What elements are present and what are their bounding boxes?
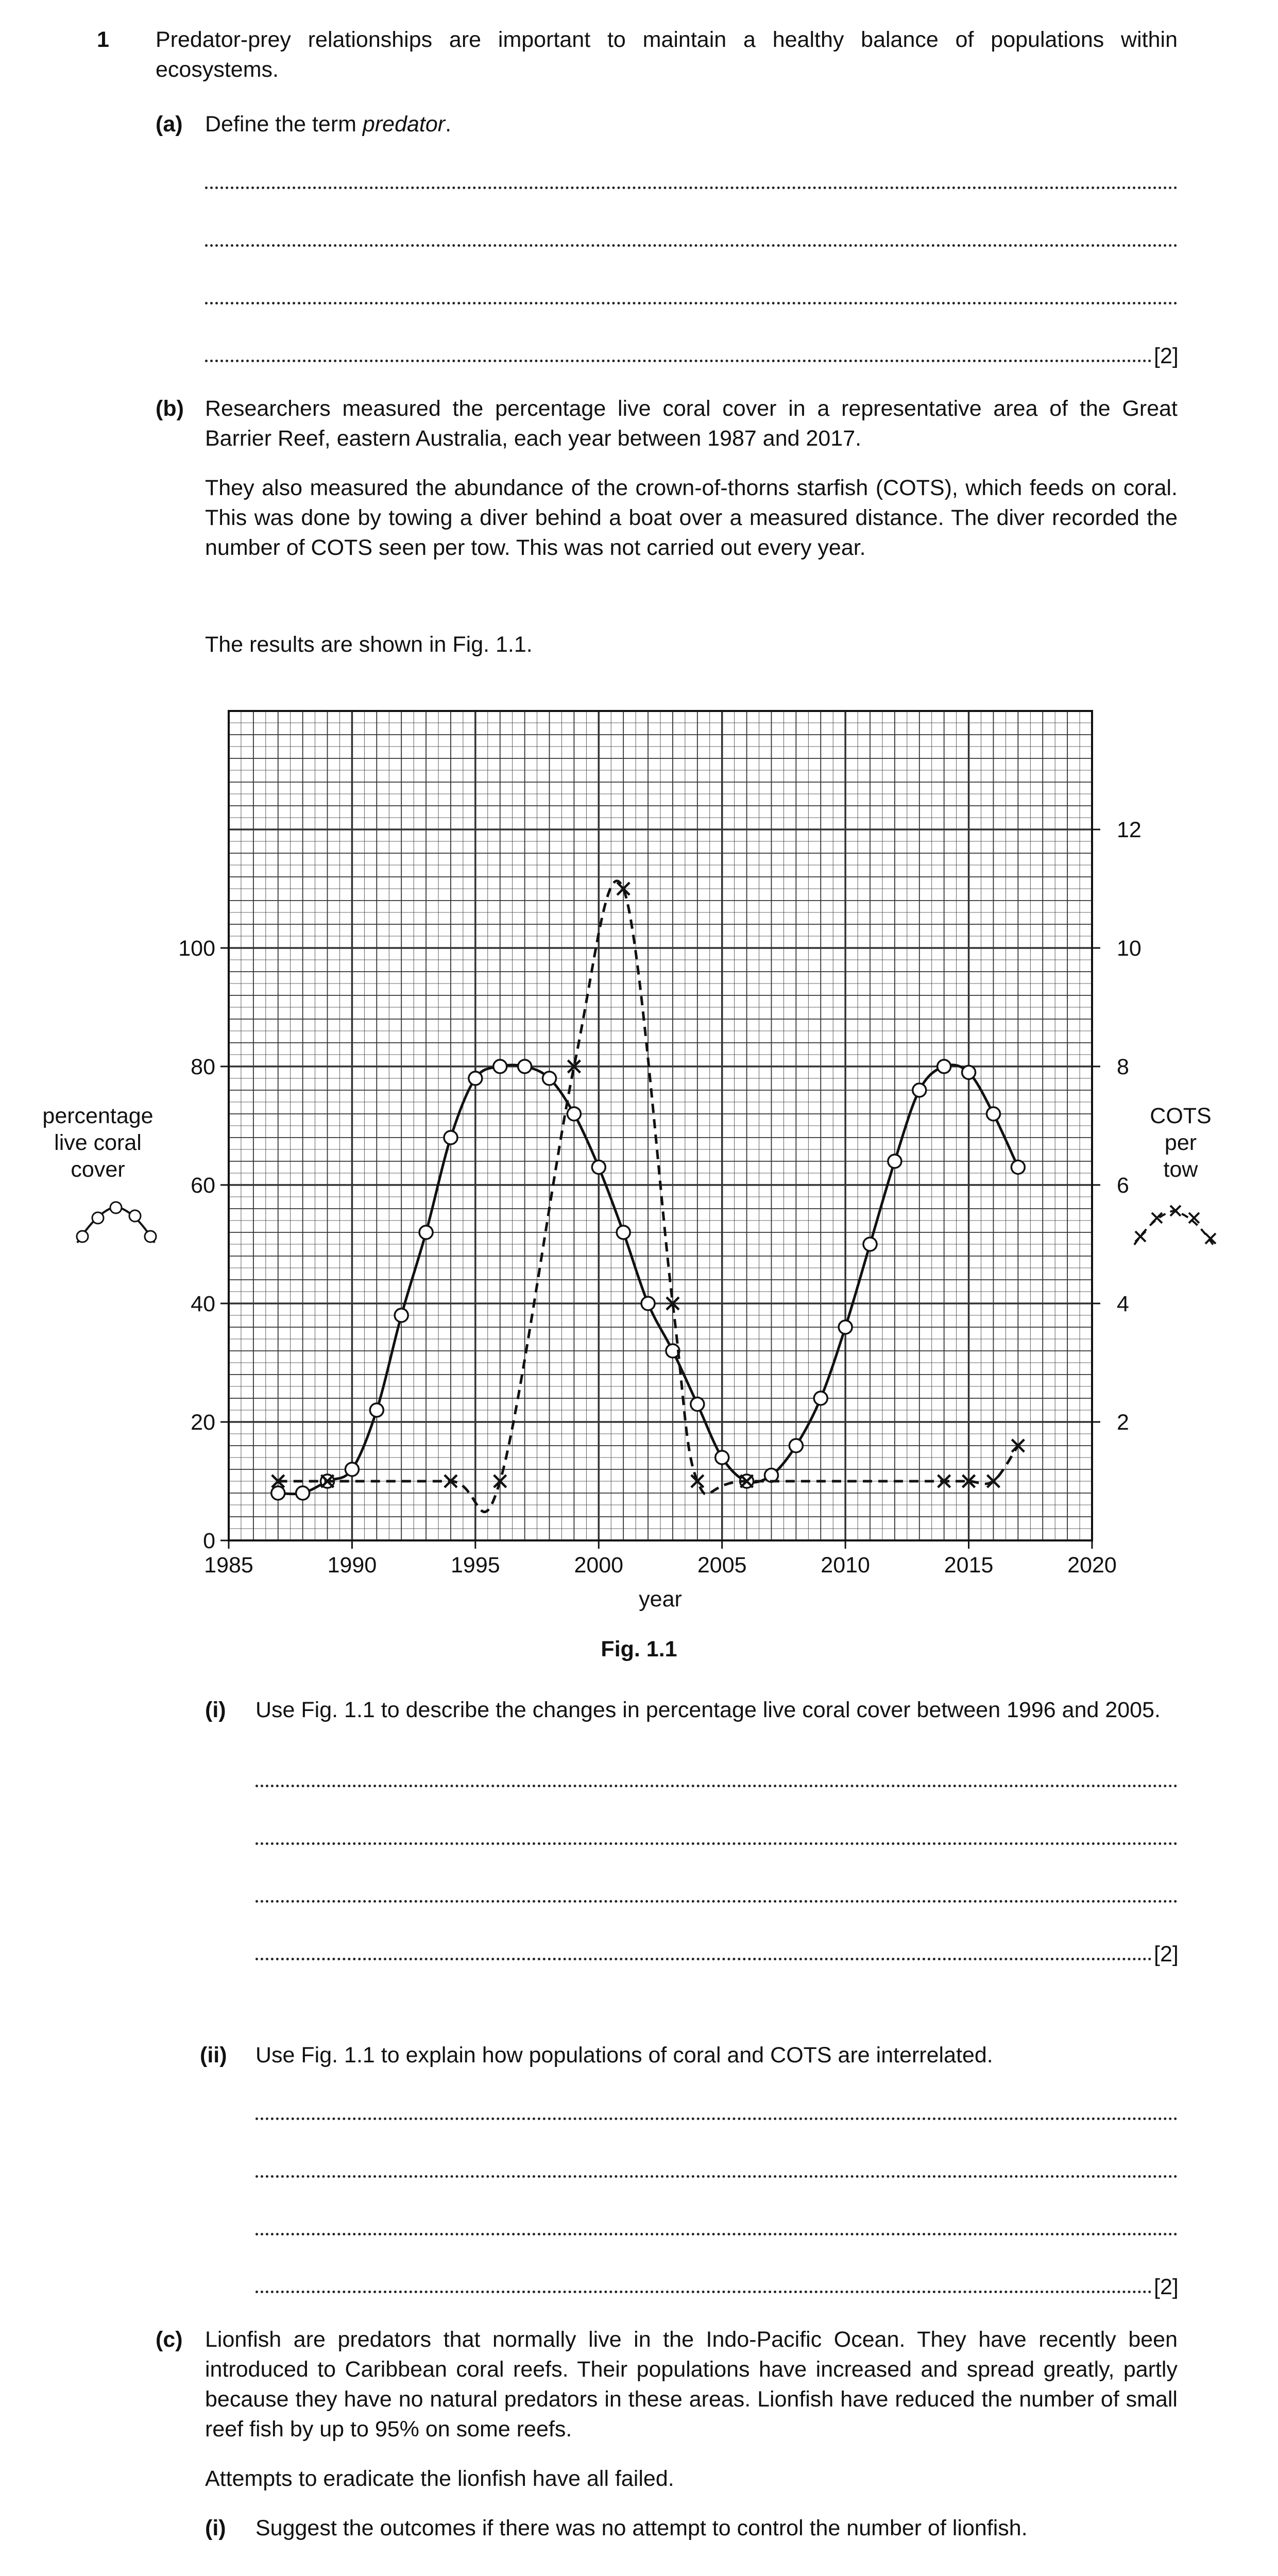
part-b-i-label: (i) xyxy=(205,1698,226,1722)
coral-data-point xyxy=(789,1439,803,1452)
y-right-tick-label: 4 xyxy=(1117,1292,1129,1316)
y-right-axis-label: per xyxy=(1164,1130,1197,1155)
coral-data-point xyxy=(518,1060,532,1073)
legend-cross-marker xyxy=(1152,1213,1162,1223)
coral-data-point xyxy=(370,1403,383,1417)
part-b-results: The results are shown in Fig. 1.1. xyxy=(205,632,533,657)
y-right-axis-label: tow xyxy=(1163,1157,1198,1182)
coral-data-point xyxy=(962,1066,976,1079)
answer-line[interactable] xyxy=(205,187,1178,189)
x-tick-label: 1985 xyxy=(204,1553,253,1578)
part-b-ii-text: Use Fig. 1.1 to explain how populations of coral and COTS are interrelated. xyxy=(255,2043,993,2067)
coral-data-point xyxy=(715,1451,729,1464)
marks-a: [2] xyxy=(1154,344,1179,368)
x-tick-label: 2020 xyxy=(1067,1553,1117,1578)
legend-circle-marker xyxy=(92,1212,104,1224)
x-tick-label: 1990 xyxy=(327,1553,377,1578)
part-a-label: (a) xyxy=(156,112,183,137)
legend-circle-marker xyxy=(129,1210,141,1222)
coral-data-point xyxy=(986,1107,1000,1121)
answer-line[interactable] xyxy=(255,1785,1178,1787)
part-b-i-text: Use Fig. 1.1 to describe the changes in percentage live coral cover between 1996 and 2005. xyxy=(255,1698,1161,1722)
part-b-ii-label: (ii) xyxy=(200,2043,227,2067)
legend-cross-marker xyxy=(1135,1231,1146,1242)
question-intro: Predator-prey relationships are important to maintain a healthy balance of populations within ecosystems. xyxy=(156,27,1178,82)
answer-line[interactable] xyxy=(205,302,1178,304)
legend-dashed-curve xyxy=(1134,1211,1213,1245)
coral-data-point xyxy=(469,1072,482,1085)
coral-data-point xyxy=(345,1463,359,1476)
coral-data-point xyxy=(863,1238,877,1251)
y-left-tick-label: 80 xyxy=(191,1055,215,1079)
coral-data-point xyxy=(444,1131,457,1144)
coral-data-point xyxy=(592,1161,605,1174)
legend-circle-marker xyxy=(110,1202,122,1213)
y-left-axis-label: live coral xyxy=(54,1130,142,1155)
coral-data-point xyxy=(567,1107,581,1121)
part-a-text: Define the term predator. xyxy=(205,112,452,137)
part-c-i-label: (i) xyxy=(205,2516,226,2540)
predator-term: predator xyxy=(362,112,446,137)
coral-data-point xyxy=(913,1083,926,1097)
x-axis-title: year xyxy=(639,1587,682,1612)
coral-data-point xyxy=(641,1297,655,1310)
question-number: 1 xyxy=(97,27,109,52)
answer-line[interactable] xyxy=(205,244,1178,247)
answer-line[interactable] xyxy=(255,1842,1178,1845)
coral-data-point xyxy=(543,1072,556,1085)
answer-line[interactable] xyxy=(255,2175,1178,2178)
coral-data-point xyxy=(617,1226,630,1239)
marks-b-i: [2] xyxy=(1154,1942,1179,1967)
fig1-caption: Fig. 1.1 xyxy=(601,1637,677,1662)
y-right-tick-label: 6 xyxy=(1117,1173,1129,1198)
part-c-para1: Lionfish are predators that normally live in the Indo-Pacific Ocean. They have recently been introduced to Caribbean coral reefs. Their populations have increased and spread greatly, partly because they have no natural predators in these areas. Lionfish have reduced the number of small reef fish by up to 95% on some reefs. xyxy=(205,2327,1178,2442)
coral-data-point xyxy=(419,1226,433,1239)
coral-cots-chart xyxy=(0,670,1278,1612)
coral-data-point xyxy=(938,1060,951,1073)
coral-data-point xyxy=(493,1060,507,1073)
answer-line[interactable] xyxy=(255,2117,1178,2120)
y-right-tick-label: 8 xyxy=(1117,1055,1129,1079)
legend-circle-marker xyxy=(145,1231,156,1242)
part-b-para2: They also measured the abundance of the crown-of-thorns starfish (COTS), which feeds on coral. This was done by towing a diver behind a boat over a measured distance. The diver recorded the number of COTS seen per tow. This was not carried out every year. xyxy=(205,476,1178,560)
x-tick-label: 2015 xyxy=(944,1553,994,1578)
legend-circle-marker xyxy=(77,1231,88,1242)
coral-data-point xyxy=(395,1309,408,1322)
x-tick-label: 2010 xyxy=(821,1553,870,1578)
coral-data-point xyxy=(1011,1161,1025,1174)
part-c-para2: Attempts to eradicate the lionfish have all failed. xyxy=(205,2466,674,2491)
answer-line[interactable] xyxy=(255,1958,1152,1960)
coral-data-point xyxy=(888,1155,901,1168)
y-right-axis-label: COTS xyxy=(1150,1104,1212,1128)
y-left-tick-label: 60 xyxy=(191,1173,215,1198)
answer-line[interactable] xyxy=(255,2291,1152,2293)
y-left-axis-label: percentage xyxy=(42,1104,154,1128)
y-left-tick-label: 0 xyxy=(203,1529,215,1553)
y-right-tick-label: 2 xyxy=(1117,1410,1129,1435)
part-b-para1: Researchers measured the percentage live coral cover in a representative area of the Great Barrier Reef, eastern Australia, each year between 1987 and 2017. xyxy=(205,396,1178,451)
answer-line[interactable] xyxy=(255,1900,1178,1903)
x-tick-label: 2000 xyxy=(574,1553,624,1578)
part-b-label: (b) xyxy=(156,396,184,421)
coral-data-point xyxy=(296,1486,310,1500)
x-tick-label: 1995 xyxy=(451,1553,500,1578)
coral-data-point xyxy=(839,1320,852,1334)
answer-line[interactable] xyxy=(205,360,1152,362)
y-left-tick-label: 40 xyxy=(191,1292,215,1316)
y-left-tick-label: 20 xyxy=(191,1410,215,1435)
y-right-tick-label: 12 xyxy=(1117,818,1141,842)
answer-line[interactable] xyxy=(255,2233,1178,2235)
y-left-tick-label: 100 xyxy=(178,936,215,961)
part-c-i-text: Suggest the outcomes if there was no attempt to control the number of lionfish. xyxy=(255,2516,1028,2540)
x-tick-label: 2005 xyxy=(697,1553,747,1578)
part-c-label: (c) xyxy=(156,2327,183,2352)
coral-data-point xyxy=(271,1486,285,1500)
marks-b-ii: [2] xyxy=(1154,2275,1179,2299)
y-right-tick-label: 10 xyxy=(1117,936,1141,961)
coral-data-point xyxy=(691,1398,704,1411)
y-left-axis-label: cover xyxy=(71,1157,125,1182)
coral-data-point xyxy=(814,1392,827,1405)
